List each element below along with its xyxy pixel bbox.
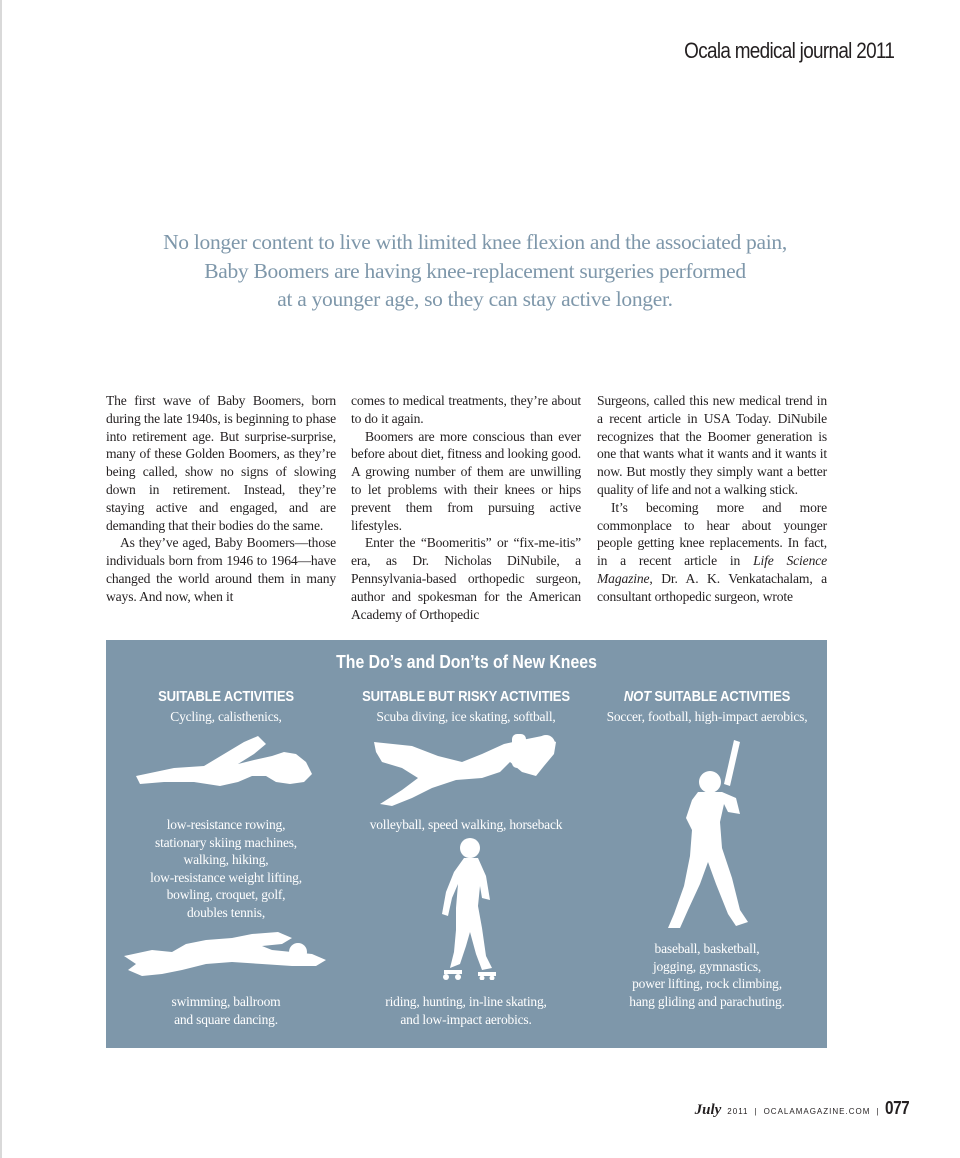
footer-separator: | xyxy=(754,1107,758,1116)
not-suitable-text-top: Soccer, football, high-impact aerobics, xyxy=(606,709,808,724)
article-paragraph: Surgeons, called this new medical trend in a recent article in USA Today. DiNubile recognizes that the Boomer generation is one that wants what it wants and it wants it now. But mostly they simply want a better quality of life and not a walking stick. xyxy=(597,393,827,497)
suitable-text-top: Cycling, calisthenics, xyxy=(170,709,282,724)
footer-year: 2011 xyxy=(727,1107,749,1116)
page-gutter-line xyxy=(0,0,2,1158)
panel-title: The Do’s and Don’ts of New Knees xyxy=(336,652,597,672)
footer-separator: | xyxy=(876,1107,880,1116)
article-column-3 xyxy=(597,392,827,606)
suitable-text-bottom: swimming, ballroom and square dancing. xyxy=(171,994,281,1027)
dos-and-donts-panel xyxy=(106,640,827,1048)
article-paragraph: The first wave of Baby Boomers, born during the late 1940s, is beginning to phase into retirement age. But surprise-surprise, many of these Golden Boomers, as they’re being called, show no signs of slowing down in retirement. Instead, they’re staying active and engaged, and are demanding that their bodies do the same. xyxy=(106,393,336,533)
not-suitable-heading: NOT SUITABLE ACTIVITIES xyxy=(623,689,791,705)
page-footer xyxy=(695,1098,914,1119)
pull-quote-line: Baby Boomers are having knee-replacement surgeries performed xyxy=(204,258,746,283)
inline-skater-icon xyxy=(426,836,506,980)
page-number: 077 xyxy=(885,1098,910,1118)
cyclist-icon xyxy=(134,732,314,794)
risky-text-middle: volleyball, speed walking, horseback xyxy=(369,817,563,832)
scuba-diver-icon xyxy=(372,732,562,810)
footer-month: July xyxy=(694,1102,722,1118)
swimmer-icon xyxy=(122,930,328,980)
article-paragraph: Enter the “Boomeritis” or “fix-me-itis” era, as Dr. Nicholas DiNubile, a Pennsylvania-based orthopedic surgeon, author and spokesman for the American Academy of Orthopedic xyxy=(351,535,581,622)
article-column-1 xyxy=(106,392,336,606)
risky-text-bottom: riding, hunting, in-line skating, and low-impact aerobics. xyxy=(385,994,547,1027)
pull-quote xyxy=(110,228,840,314)
pull-quote-line: No longer content to live with limited knee flexion and the associated pain, xyxy=(163,230,787,254)
article-paragraph: Boomers are more conscious than ever before about diet, fitness and looking good. A growing number of them are unwilling to let problems with their knees or hips prevent them from pursuing active lifestyles. xyxy=(351,428,581,533)
journal-title: Ocala medical journal 2011 xyxy=(684,38,894,63)
footer-site: OCALAMAGAZINE.COM xyxy=(763,1107,871,1116)
suitable-text-middle: low-resistance rowing, stationary skiing machines, walking, hiking, low-resistance weight lifting, bowling, croquet, golf, doubles tennis, xyxy=(150,817,302,920)
article-paragraph: comes to medical treatments, they’re about to do it again. xyxy=(351,393,581,426)
baseball-batter-icon xyxy=(658,738,758,934)
article-column-2 xyxy=(351,392,581,623)
magazine-name: Life Science Magazine xyxy=(597,553,827,586)
risky-text-top: Scuba diving, ice skating, softball, xyxy=(376,709,556,724)
risky-heading: SUITABLE BUT RISKY ACTIVITIES xyxy=(362,689,570,705)
article-paragraph: As they’ve aged, Baby Boomers—those individuals born from 1946 to 1964—have changed the world around them in many ways. And now, when it xyxy=(106,535,336,604)
not-suitable-text-bottom: baseball, basketball, jogging, gymnastics, power lifting, rock climbing, hang gliding and parachuting. xyxy=(629,941,785,1009)
suitable-heading: SUITABLE ACTIVITIES xyxy=(158,689,294,705)
article-paragraph: It’s becoming more and more commonplace to hear about younger people getting knee replacements. In fact, in a recent article in Life Science Magazine, Dr. A. K. Venkatachalam, a consultant orthopedic surgeon, wrote xyxy=(597,499,827,604)
pull-quote-line: at a younger age, so they can stay active longer. xyxy=(277,287,673,311)
